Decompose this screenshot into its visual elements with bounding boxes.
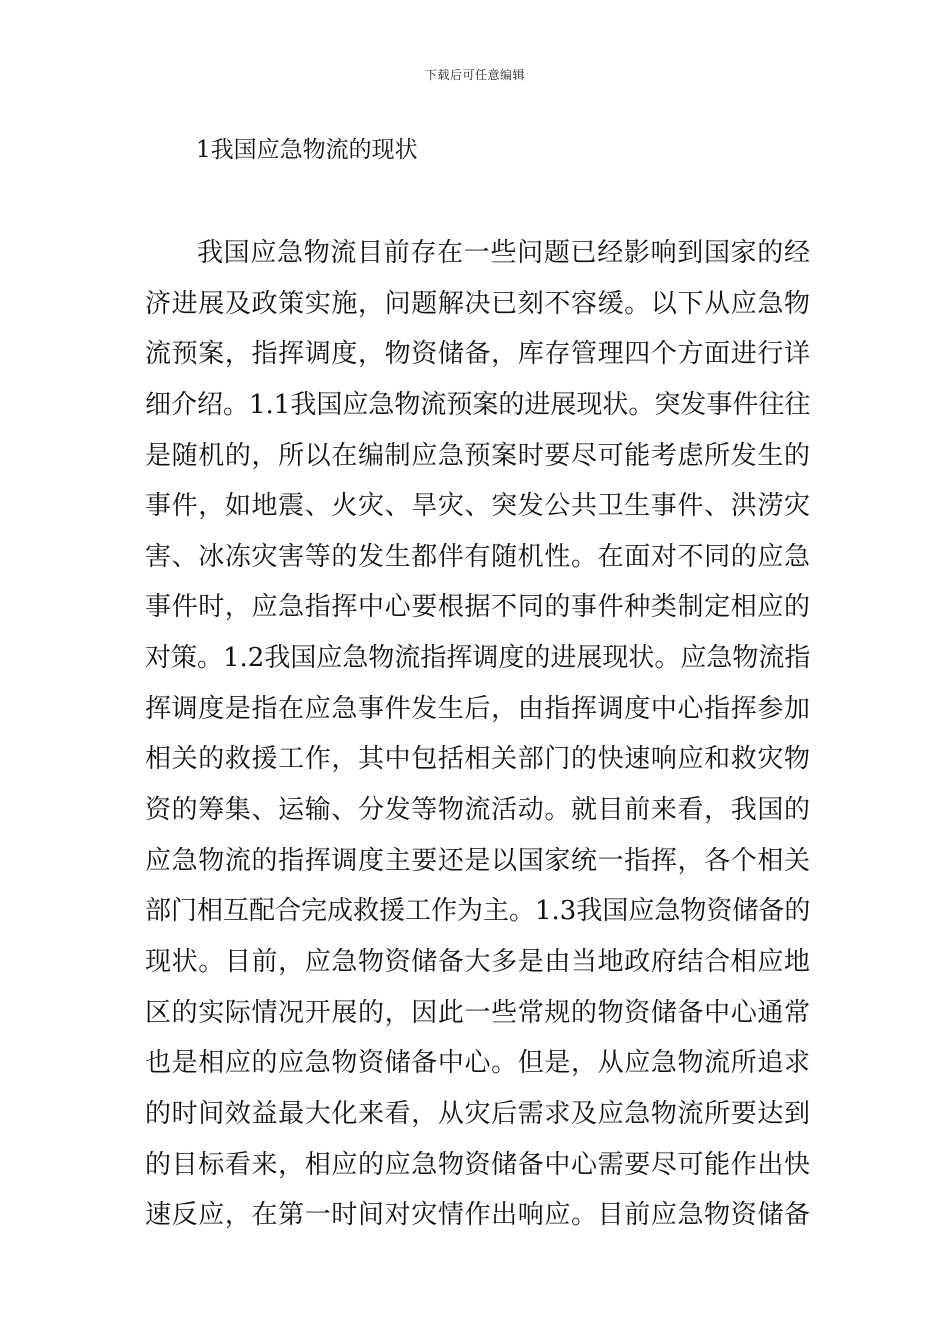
body-paragraph	[145, 228, 810, 1241]
paragraph-line: 我国应急物流目前存在一些问题已经影响到国家的经	[197, 238, 810, 268]
paragraph-line: 对策。1.2我国应急物流指挥调度的进展现状。应急物流指	[145, 643, 810, 674]
paragraph-line: 事件时，应急指挥中心要根据不同的事件种类制定相应的	[145, 592, 810, 623]
paragraph-line: 的时间效益最大化来看，从灾后需求及应急物流所要达到	[145, 1098, 810, 1129]
paragraph-line: 应急物流的指挥调度主要还是以国家统一指挥，各个相关	[145, 845, 810, 876]
paragraph-line: 细介绍。1.1我国应急物流预案的进展现状。突发事件往往	[145, 389, 810, 420]
paragraph-line: 济进展及政策实施，问题解决已刻不容缓。以下从应急物	[145, 288, 810, 319]
paragraph-line: 区的实际情况开展的，因此一些常规的物资储备中心通常	[145, 997, 810, 1028]
paragraph-line: 挥调度是指在应急事件发生后，由指挥调度中心指挥参加	[145, 693, 810, 724]
paragraph-line: 害、冰冻灾害等的发生都伴有随机性。在面对不同的应急	[145, 541, 810, 572]
paragraph-line: 事件，如地震、火灾、旱灾、突发公共卫生事件、洪涝灾	[145, 491, 810, 522]
paragraph-line: 相关的救援工作，其中包括相关部门的快速响应和救灾物	[145, 744, 810, 775]
paragraph-line: 现状。目前，应急物资储备大多是由当地政府结合相应地	[145, 946, 810, 977]
paragraph-line: 也是相应的应急物资储备中心。但是，从应急物流所追求	[145, 1048, 810, 1079]
header-note: 下载后可任意编辑	[424, 68, 525, 82]
paragraph-line: 部门相互配合完成救援工作为主。1.3我国应急物资储备的	[145, 896, 810, 927]
paragraph-line: 资的筹集、运输、分发等物流活动。就目前来看，我国的	[145, 795, 810, 826]
section-title: 1我国应急物流的现状	[196, 137, 418, 163]
paragraph-line: 是随机的，所以在编制应急预案时要尽可能考虑所发生的	[145, 440, 810, 471]
paragraph-line: 速反应，在第一时间对灾情作出响应。目前应急物资储备	[145, 1200, 810, 1231]
paragraph-line: 流预案，指挥调度，物资储备，库存管理四个方面进行详	[145, 339, 810, 370]
paragraph-line: 的目标看来，相应的应急物资储备中心需要尽可能作出快	[145, 1149, 810, 1180]
